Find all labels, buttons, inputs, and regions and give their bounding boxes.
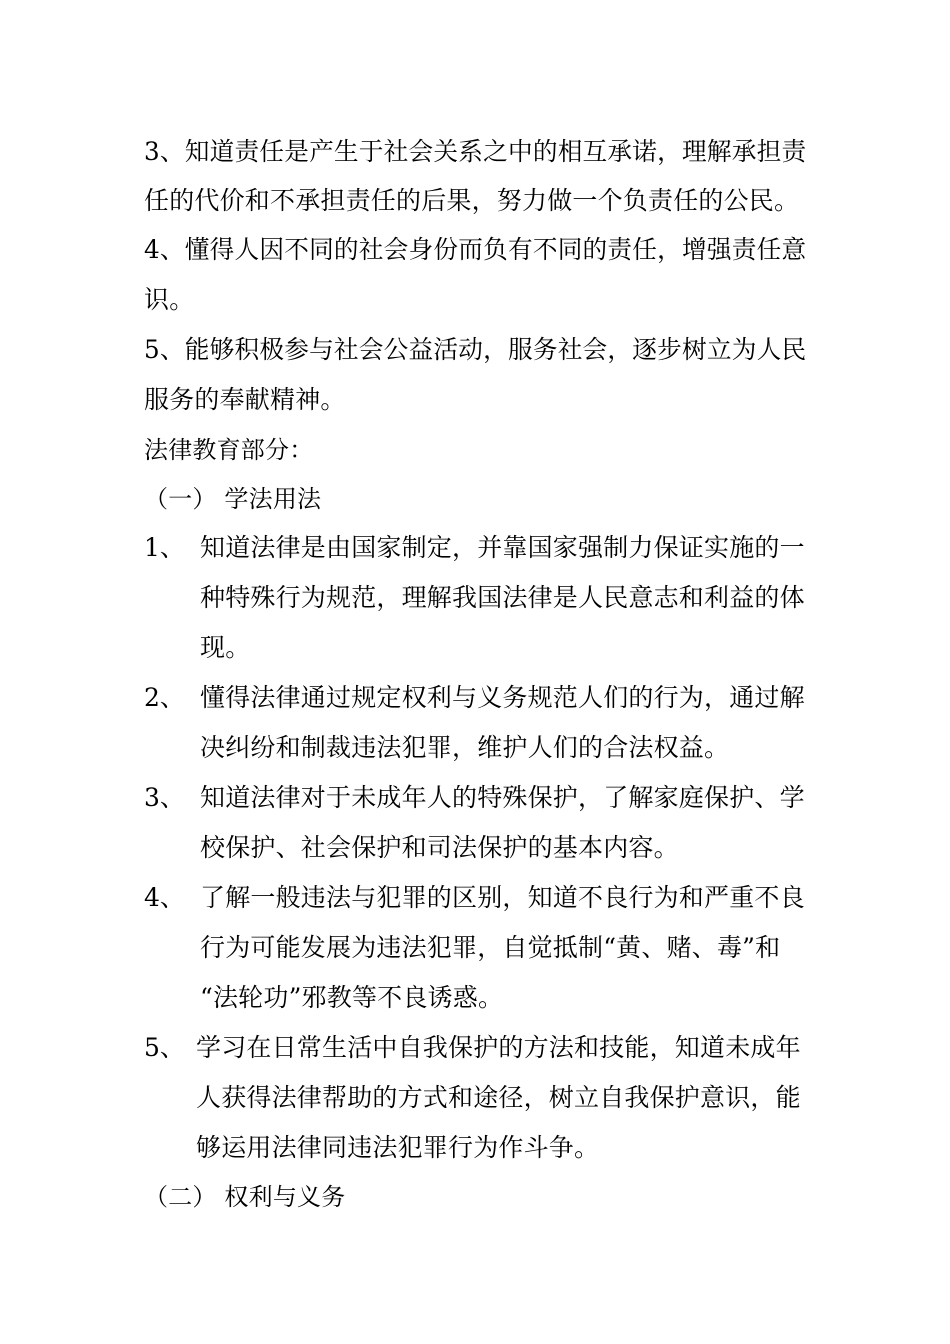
responsibility-item-5-line-2: 服务的奉献精神。 — [144, 385, 346, 414]
responsibility-item-3-line-2: 任的代价和不承担责任的后果，努力做一个负责任的公民。 — [144, 186, 800, 215]
subsection-2-title: （二） 权利与义务 — [144, 1183, 346, 1211]
responsibility-item-4-line-1: 4、懂得人因不同的社会身份而负有不同的责任，增强责任意 — [144, 235, 807, 264]
law-item-5-line-2: 人获得法律帮助的方式和途径，树立自我保护意识，能 — [196, 1083, 801, 1112]
responsibility-item-3-line-1: 3、知道责任是产生于社会关系之中的相互承诺，理解承担责 — [144, 137, 807, 166]
law-item-1-line-3: 现。 — [200, 633, 251, 662]
law-item-2-number: 2、 — [144, 683, 185, 712]
law-item-3-line-1: 知道法律对于未成年人的特殊保护，了解家庭保护、学 — [200, 783, 805, 812]
law-item-2-line-1: 懂得法律通过规定权利与义务规范人们的行为，通过解 — [200, 683, 805, 712]
law-section-title: 法律教育部分： — [144, 436, 314, 464]
law-item-5-line-1: 学习在日常生活中自我保护的方法和技能，知道未成年 — [196, 1033, 801, 1062]
law-item-3-number: 3、 — [144, 783, 185, 812]
law-item-1-line-1: 知道法律是由国家制定，并靠国家强制力保证实施的一 — [200, 533, 805, 562]
law-item-4-line-3: “法轮功”邪教等不良诱惑。 — [200, 983, 504, 1012]
subsection-1-title: （一） 学法用法 — [144, 485, 322, 513]
law-item-3-line-2: 校保护、社会保护和司法保护的基本内容。 — [200, 833, 679, 862]
law-item-5-number: 5、 — [144, 1033, 185, 1062]
law-item-4-number: 4、 — [144, 883, 185, 912]
law-item-4-line-2: 行为可能发展为违法犯罪，自觉抵制“黄、赌、毒”和 — [200, 933, 781, 962]
responsibility-item-4-line-2: 识。 — [144, 285, 195, 314]
law-item-4-line-1: 了解一般违法与犯罪的区别，知道不良行为和严重不良 — [200, 883, 805, 912]
law-item-1-line-2: 种特殊行为规范，理解我国法律是人民意志和利益的体 — [200, 583, 805, 612]
responsibility-item-5-line-1: 5、能够积极参与社会公益活动，服务社会，逐步树立为人民 — [144, 335, 807, 364]
law-item-2-line-2: 决纠纷和制裁违法犯罪，维护人们的合法权益。 — [200, 733, 730, 762]
law-item-5-line-3: 够运用法律同违法犯罪行为作斗争。 — [196, 1133, 600, 1162]
law-item-1-number: 1、 — [144, 533, 185, 562]
